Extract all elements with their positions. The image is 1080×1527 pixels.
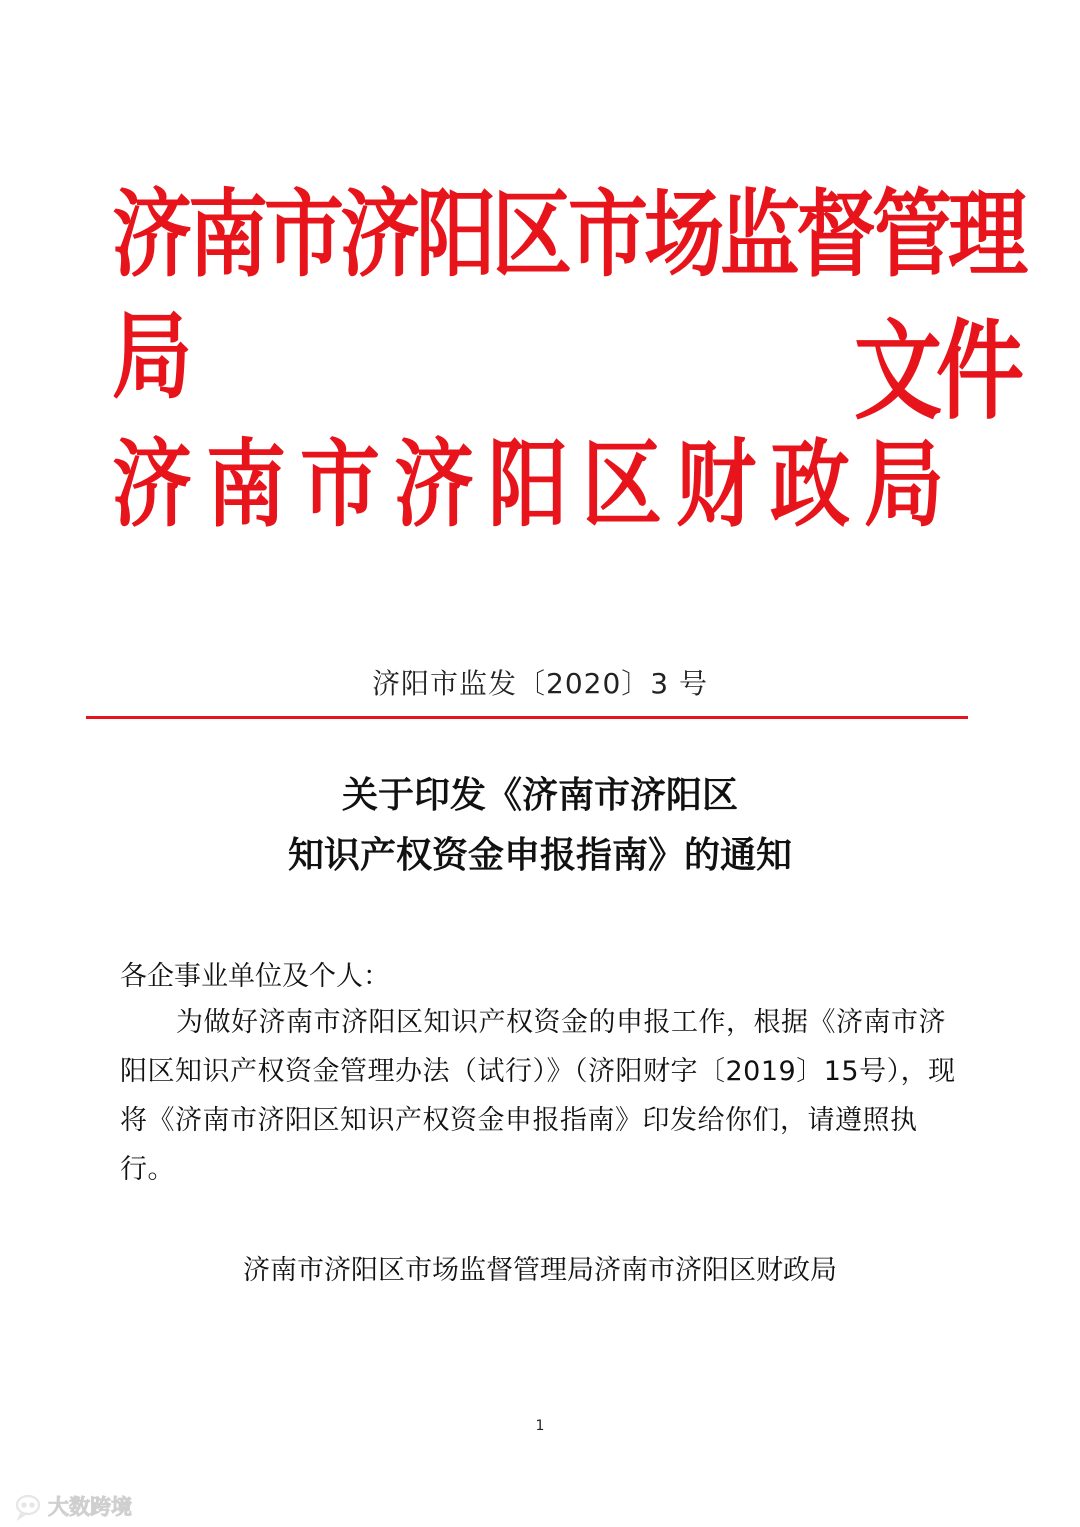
watermark-text: 大数跨境 <box>48 1495 132 1519</box>
chat-bubble-logo-icon <box>14 1490 150 1522</box>
masthead-org1-line1: 济南市济阳区市场监督管理 <box>112 179 1024 290</box>
body-paragraph: 为做好济南市济阳区知识产权资金的申报工作，根据《济南市济阳区知识产权资金管理办法（试行）》（济阳财字〔2019〕15号），现将《济南市济阳区知识产权资金申报指南》印发给你们，请遵照执行。 <box>120 1007 956 1185</box>
document-title-line1: 关于印发《济南市济阳区 <box>341 775 738 816</box>
page-number: 1 <box>535 1418 545 1434</box>
masthead-org1-line2: 局 <box>112 301 192 412</box>
issuing-organizations: 济南市济阳区市场监督管理局济南市济阳区财政局 <box>243 1255 837 1286</box>
red-masthead <box>112 170 1024 550</box>
watermark <box>14 1490 150 1522</box>
masthead-org2: 济南市济阳区财政局 <box>112 429 958 540</box>
red-divider-line <box>86 716 968 719</box>
document-title-line2: 知识产权资金申报指南》的通知 <box>287 835 792 876</box>
salutation: 各企事业单位及个人： <box>120 961 390 992</box>
document-number: 济阳市监发〔2020〕3 号 <box>372 667 708 700</box>
masthead-suffix: 文件 <box>854 308 1019 434</box>
